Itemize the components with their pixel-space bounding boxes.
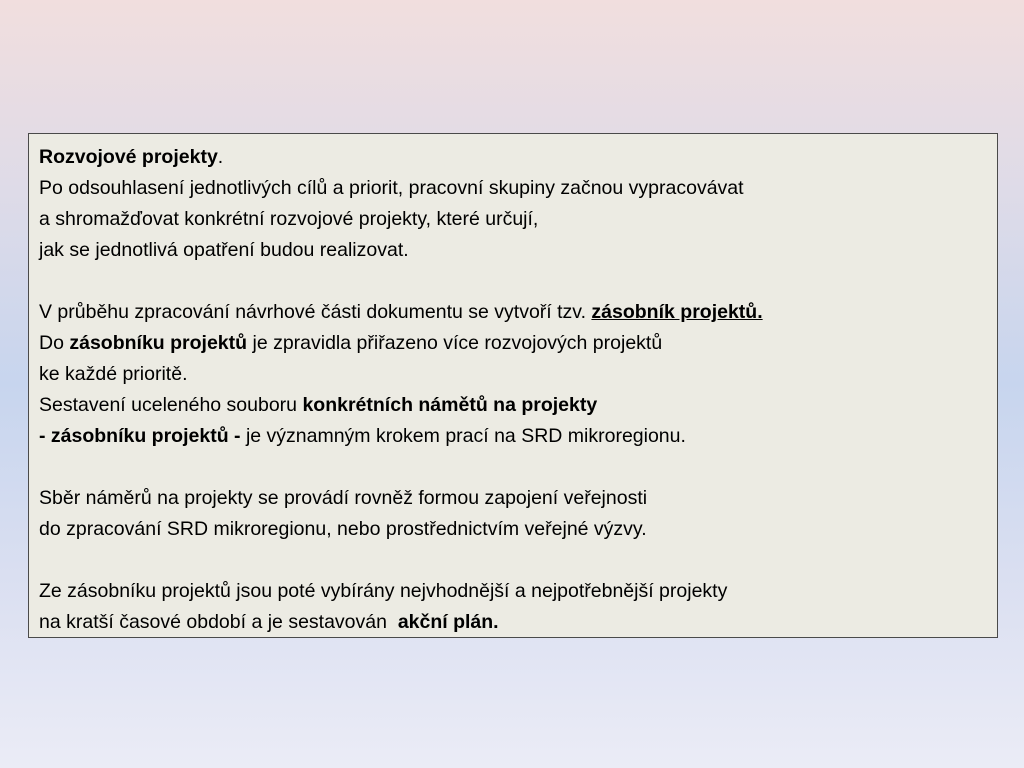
paragraph-2-line-1 <box>39 297 987 328</box>
paragraph-spacer <box>39 545 987 576</box>
zasobniku-projektu-dash-term: - zásobníku projektů - <box>39 425 246 447</box>
paragraph-2-line-3: ke každé prioritě. <box>39 363 188 385</box>
paragraph-1-line-2: Po odsouhlasení jednotlivých cílů a priorit, pracovní skupiny začnou vypracovávat <box>39 177 744 199</box>
paragraph-3-line-2: do zpracování SRD mikroregionu, nebo prostřednictvím veřejné výzvy. <box>39 518 647 540</box>
paragraph-4-line-1: Ze zásobníku projektů jsou poté vybírány nejvhodnější a nejpotřebnější projekty <box>39 580 728 602</box>
heading-rozvojove-projekty: Rozvojové projekty <box>39 146 218 168</box>
paragraph-2-line-5 <box>39 421 987 452</box>
paragraph-1-line-4: jak se jednotlivá opatření budou realizovat. <box>39 239 409 261</box>
paragraph-4-line-2 <box>39 607 987 638</box>
paragraph-2-line-4-text: Sestavení uceleného souboru <box>39 394 303 416</box>
heading-period: . <box>217 146 224 168</box>
paragraph-spacer <box>39 452 987 483</box>
paragraph-spacer <box>39 266 987 297</box>
content-textbox <box>28 133 998 638</box>
zasobniku-projektu-term: zásobníku projektů <box>69 332 248 354</box>
paragraph-2-line-1-text: V průběhu zpracování návrhové části dokumentu se vytvoří tzv. <box>39 301 592 323</box>
paragraph-1-line-3: a shromažďovat konkrétní rozvojové projekty, které určují, <box>39 208 539 230</box>
paragraph-3-line-1: Sběr náměrů na projekty se provádí rovněž formou zapojení veřejnosti <box>39 487 648 509</box>
paragraph-2-line-4 <box>39 390 987 421</box>
akcni-plan-term: akční plán. <box>397 611 499 633</box>
paragraph-1-line-1 <box>39 142 987 173</box>
paragraph-2-line-2-start: Do <box>39 332 70 354</box>
paragraph-2-line-5-text: je významným krokem prací na SRD mikroregionu. <box>245 425 686 447</box>
konkretnich-nametu-term: konkrétních námětů na projekty <box>302 394 598 416</box>
paragraph-2-line-2 <box>39 328 987 359</box>
paragraph-2-line-2-end: je zpravidla přiřazeno více rozvojových projektů <box>247 332 663 354</box>
paragraph-4-line-2-text: na kratší časové období a je sestavován <box>39 611 398 633</box>
zasobnik-projektu-term: zásobník projektů. <box>591 301 763 323</box>
